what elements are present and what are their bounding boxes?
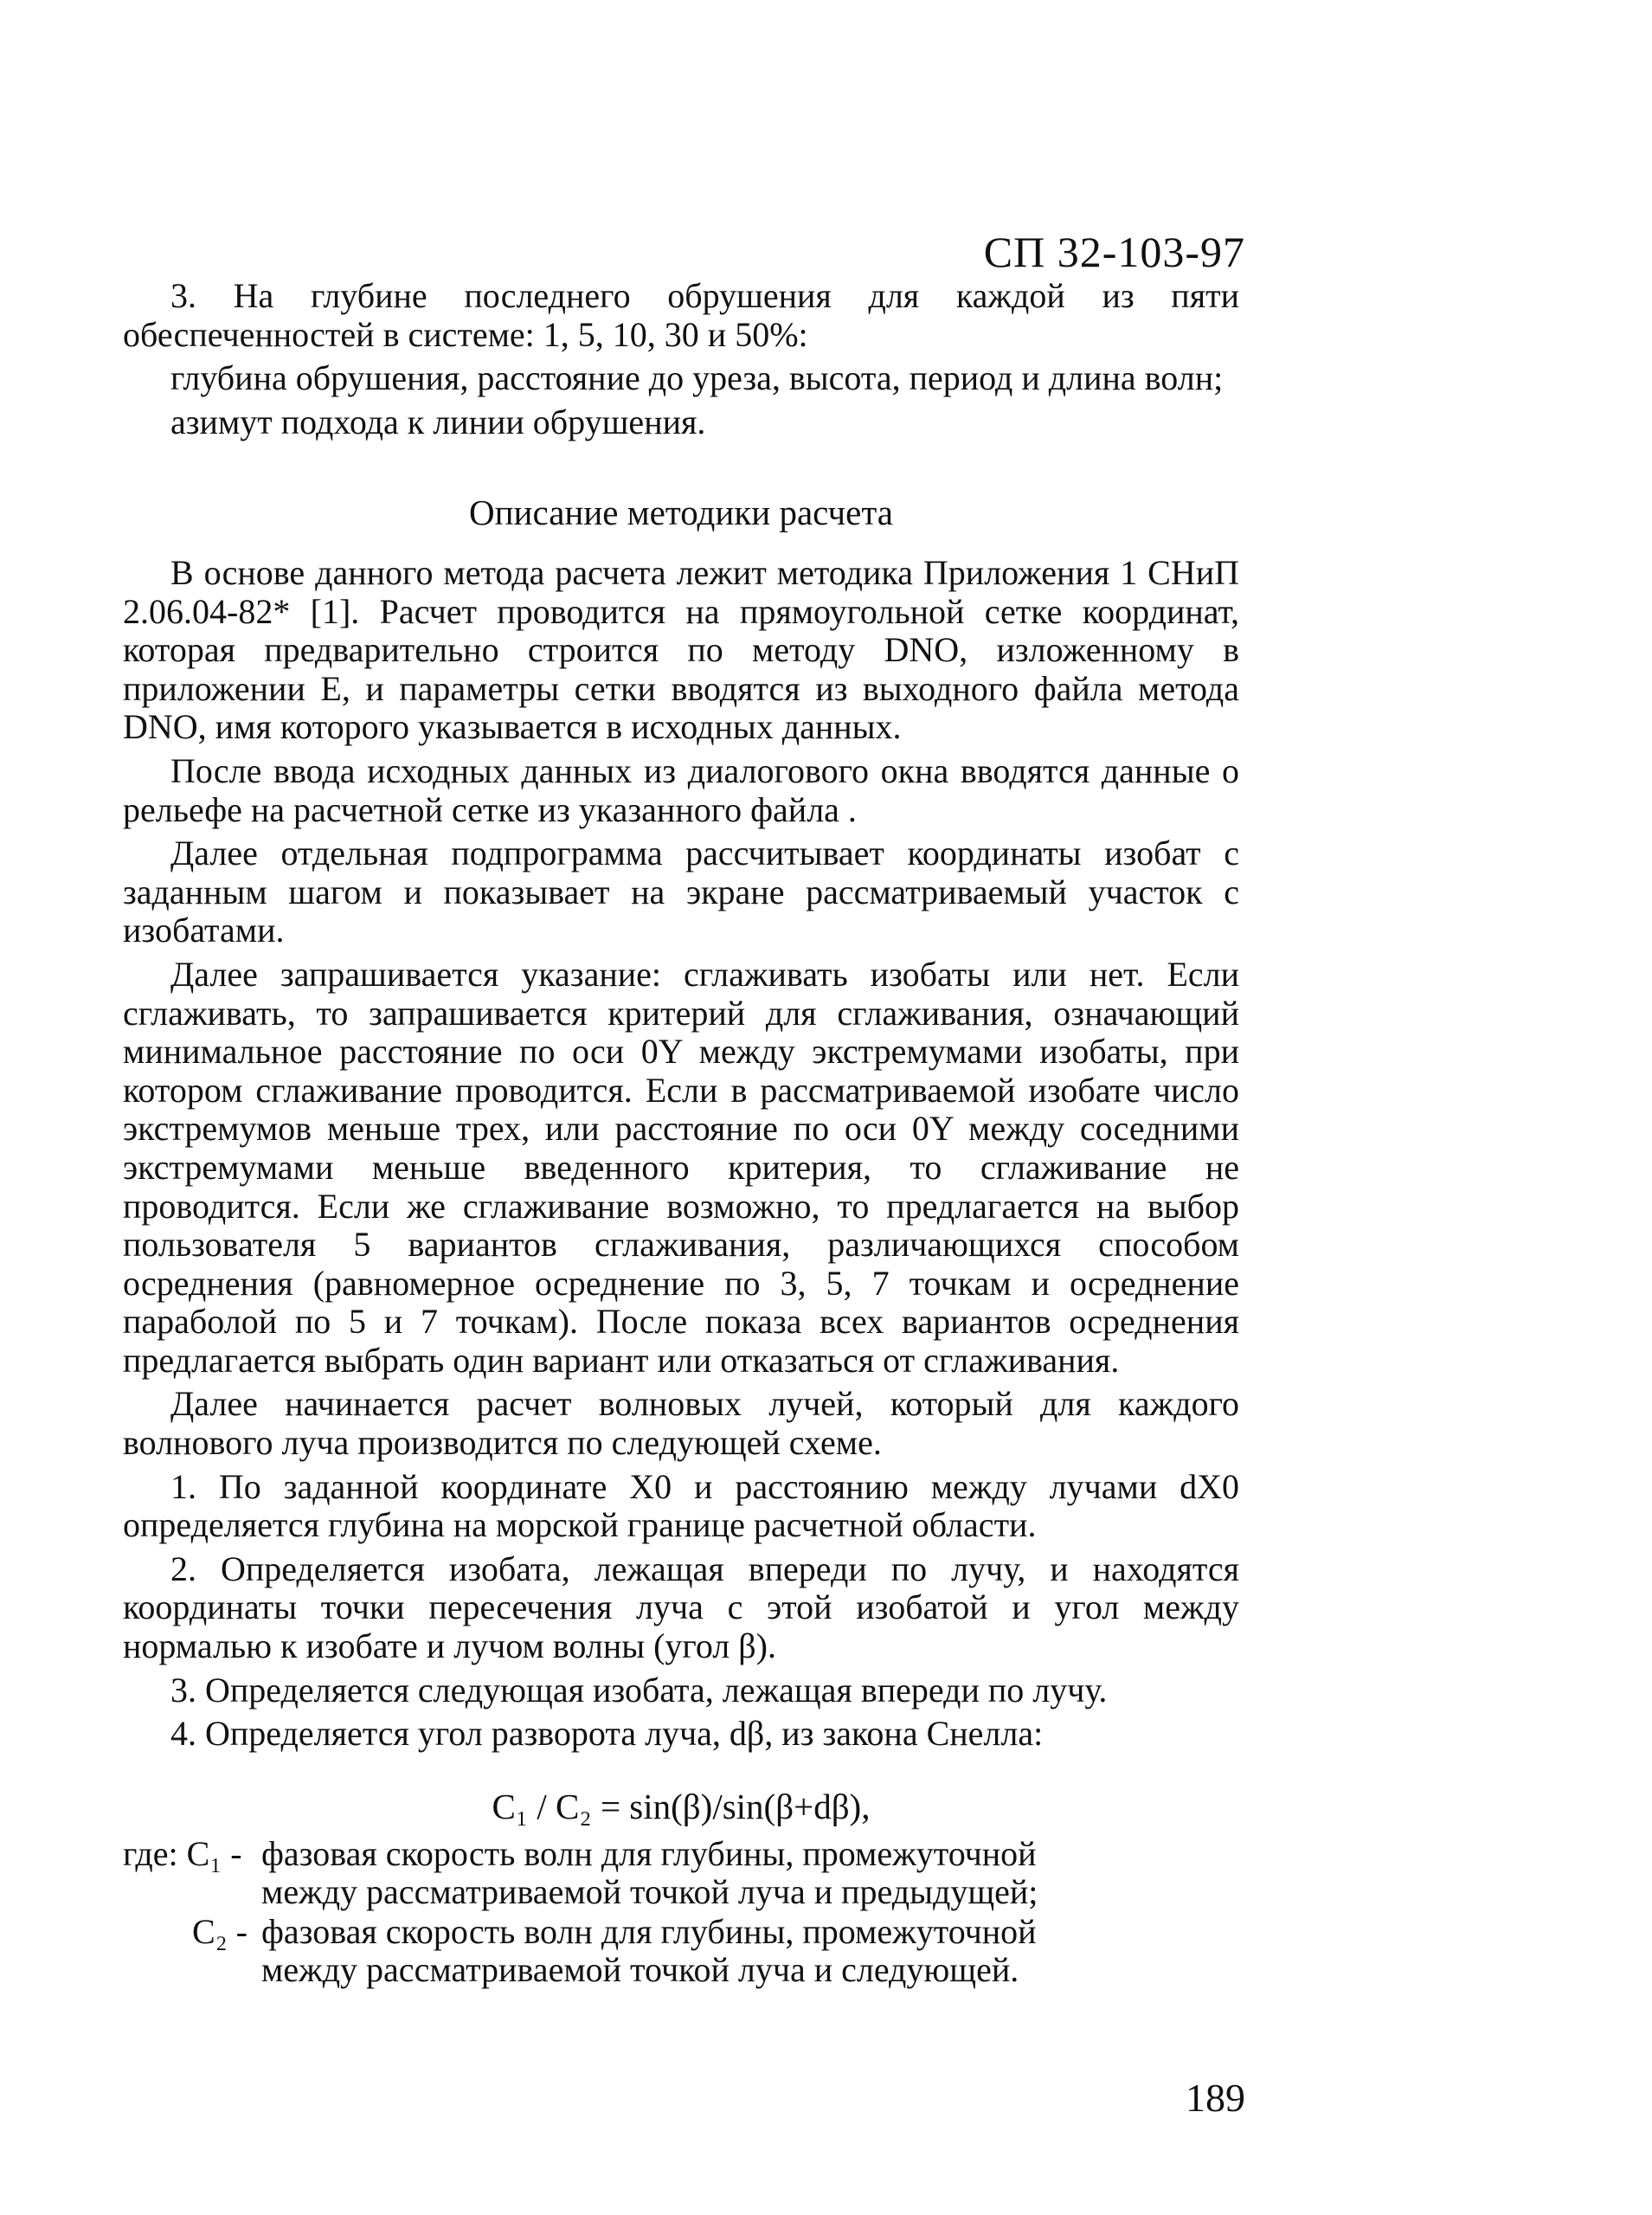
- section-heading: Описание методики расчета: [469, 493, 893, 532]
- paragraph: глубина обрушения, расстояние до уреза, высота, период и длина волн;: [170, 358, 1224, 398]
- page-number: 189: [1186, 2076, 1245, 2120]
- paragraph: Далее начинается расчет волновых лучей, который для каждого волнового луча производится по следующей схеме.: [123, 1384, 1239, 1463]
- definition-term: C₂ -: [192, 1912, 256, 1951]
- document-code: СП 32-103-97: [983, 228, 1245, 276]
- definition-line: фазовая скорость волн для глубины, промежуточной: [261, 1834, 1037, 1873]
- definition-line: между рассматриваемой точкой луча и следующей.: [261, 1950, 1019, 1989]
- paragraph: После ввода исходных данных из диалогового окна вводятся данные о рельефе на расчетной сетке из указанного файла .: [123, 750, 1239, 829]
- definition-row: [123, 1913, 1205, 1989]
- paragraph: 4. Определяется угол разворота луча, dβ, из закона Снелла:: [170, 1714, 1044, 1754]
- paragraph: В основе данного метода расчета лежит методика Приложения 1 СНиП 2.06.04-82* [1]. Расчет проводится на прямоугольной сетке координат, которая предварительно строится по методу DNO, изложенному в приложении Е, и параметры сетки вводятся из выходного файла метода DNO, имя которого указывается в исходных данных.: [123, 553, 1239, 747]
- paragraph: 3. На глубине последнего обрушения для каждой из пяти обеспеченностей в системе: 1, 5, 10, 30 и 50%:: [123, 276, 1239, 354]
- snell-formula: C₁ / C₂ = sin(β)/sin(β+dβ),: [492, 1787, 871, 1826]
- paragraph: Далее отдельная подпрограмма рассчитывает координаты изобат с заданным шагом и показывает на экране рассматриваемый участок с изобатами.: [123, 834, 1239, 950]
- definition-line: фазовая скорость волн для глубины, промежуточной: [261, 1912, 1037, 1951]
- list-block: [123, 277, 1239, 447]
- body-text: [123, 554, 1239, 1759]
- paragraph: Далее запрашивается указание: сглаживать изобаты или нет. Если сглаживать, то запрашивается критерий для сглаживания, означающий минимальное расстояние по оси 0Y между экстремумами изобаты, при котором сглаживание проводится. Если в рассматриваемой изобате число экстремумов меньше трех, или расстояние по оси 0Y между соседними экстремумами меньше введенного критерия, то сглаживание не проводится. Если же сглаживание возможно, то предлагается на выбор пользователя 5 вариантов сглаживания, различающихся способом осреднения (равномерное осреднение по 3, 5, 7 точкам и осреднение параболой по 5 и 7 точкам). После показа всех вариантов осреднения предлагается выбрать один вариант или отказаться от сглаживания.: [123, 954, 1239, 1380]
- paragraph: азимут подхода к линии обрушения.: [170, 402, 706, 441]
- paragraph: 3. Определяется следующая изобата, лежащая впереди по лучу.: [170, 1670, 1108, 1710]
- paragraph: 2. Определяется изобата, лежащая впереди по лучу, и находятся координаты точки пересечения луча с этой изобатой и угол между нормалью к изобате и лучом волны (угол β).: [123, 1549, 1239, 1666]
- definition-text: [261, 1835, 1205, 1911]
- variable-definitions: [123, 1835, 1205, 1991]
- definition-line: между рассматриваемой точкой луча и предыдущей;: [261, 1872, 1038, 1911]
- definition-term: где: C₁ -: [123, 1834, 251, 1873]
- paragraph: 1. По заданной координате X0 и расстоянию между лучами dX0 определяется глубина на морской границе расчетной области.: [123, 1466, 1239, 1545]
- definition-row: [123, 1835, 1205, 1911]
- definition-text: [261, 1913, 1205, 1989]
